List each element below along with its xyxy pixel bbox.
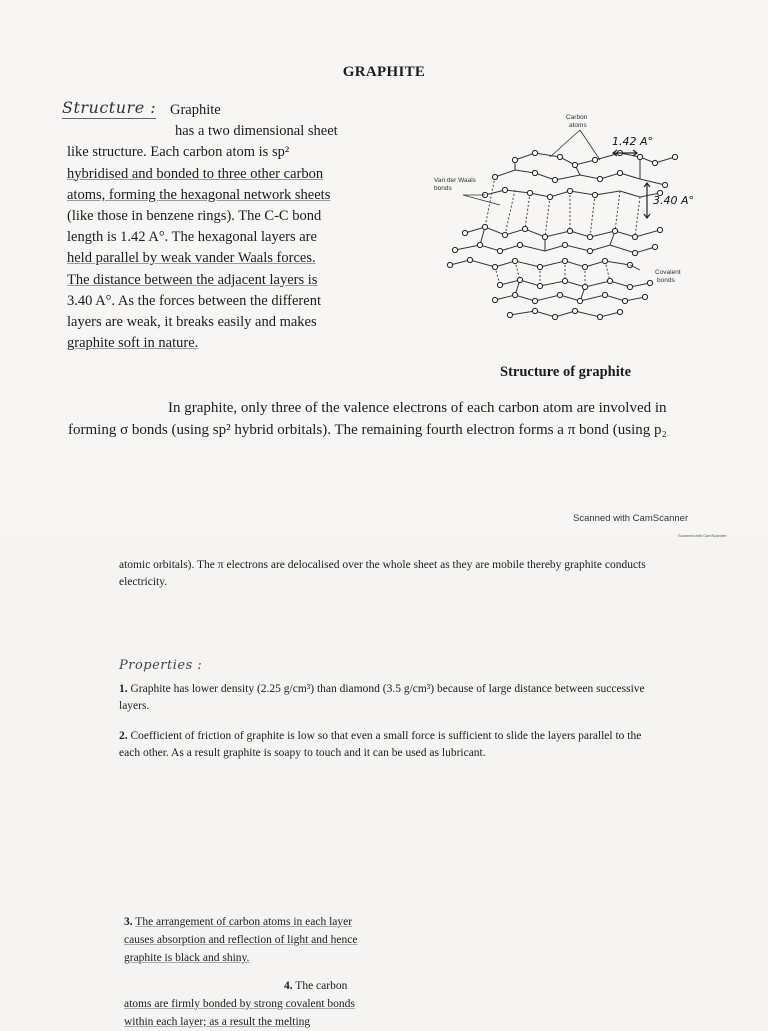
properties-handwritten-heading: Properties :	[119, 658, 203, 673]
vdw-label-1: Van der Waals	[434, 177, 476, 184]
property-2	[119, 728, 664, 762]
vdw-label-2: bonds	[434, 185, 452, 192]
page-title: GRAPHITE	[342, 64, 426, 80]
structure-paragraph	[67, 100, 377, 354]
property-4-number: 4.	[284, 980, 293, 992]
para1-line: like structure. Each carbon atom is sp²	[67, 144, 290, 161]
structure-handwritten-heading: Structure :	[62, 98, 157, 117]
property-4	[124, 977, 376, 1031]
property-2-text: Coefficient of friction of graphite is low so that even a small force is sufficient to slide the layers parallel to the each other. As a result graphite is soapy to touch and it can be used as lubricant.	[119, 730, 642, 759]
property-2-number: 2.	[119, 730, 128, 742]
para1-line: Graphite	[170, 102, 221, 118]
covalent-label-2: bonds	[657, 277, 675, 284]
para1-line: layers are weak, it breaks easily and makes	[67, 314, 317, 331]
layer-distance-label: 3.40 A°	[653, 194, 695, 207]
property-3	[124, 913, 376, 967]
carbon-atoms-label-1: Carbon	[566, 114, 588, 121]
page-bottom-sheet	[0, 535, 768, 1024]
property-1-text: Graphite has lower density (2.25 g/cm³) than diamond (3.5 g/cm³) because of large distance between successive layers.	[119, 683, 645, 712]
property-4-text-a: The carbon	[295, 980, 348, 992]
graphite-structure-diagram	[425, 105, 725, 330]
diagram-caption: Structure of graphite	[500, 364, 632, 380]
para1-line: The distance between the adjacent layers is	[67, 271, 318, 288]
para1-line: held parallel by weak vander Waals forces.	[67, 250, 316, 267]
layer-distance-arrow	[644, 183, 650, 218]
covalent-label-1: Covalent	[655, 269, 681, 276]
property-1-number: 1.	[119, 683, 128, 695]
camscanner-watermark: Scanned with CamScanner	[573, 513, 689, 524]
para1-line: (like those in benzene rings). The C-C bond	[67, 208, 322, 225]
bond-length-label: 1.42 A°	[612, 135, 654, 148]
bonding-paragraph	[68, 397, 733, 441]
para2-line1: In graphite, only three of the valence electrons of each carbon atom are involved in	[168, 400, 667, 416]
para1-line: graphite soft in nature.	[67, 335, 199, 352]
para1-line: 3.40 A°. As the forces between the different	[67, 292, 321, 309]
para1-line: has a two dimensional sheet	[175, 123, 338, 140]
bond-length-arrow	[613, 150, 637, 156]
para1-line: atoms, forming the hexagonal network sheets	[67, 186, 331, 203]
property-3-number: 3.	[124, 916, 133, 928]
property-4-text-b: atoms are firmly bonded by strong covalent bonds within each layer; as a result the melting	[124, 998, 355, 1028]
continuation-paragraph: atomic orbitals). The π electrons are delocalised over the whole sheet as they are mobile thereby graphite conducts electricity.	[119, 559, 646, 588]
property-3-text: The arrangement of carbon atoms in each layer causes absorption and reflection of light and hence graphite is black and shiny.	[124, 916, 358, 964]
para2-line2: forming σ bonds (using sp² hybrid orbitals). The remaining fourth electron forms a π bond (using p₂	[68, 422, 667, 438]
camscanner-watermark-small: Scanned with CamScanner	[678, 533, 727, 538]
para1-line: length is 1.42 A°. The hexagonal layers are	[67, 229, 317, 246]
carbon-atoms-label-2: atoms	[569, 122, 587, 129]
layer-lines	[450, 153, 675, 317]
property-1	[119, 681, 664, 715]
para1-line: hybridised and bonded to three other carbon	[67, 165, 324, 182]
